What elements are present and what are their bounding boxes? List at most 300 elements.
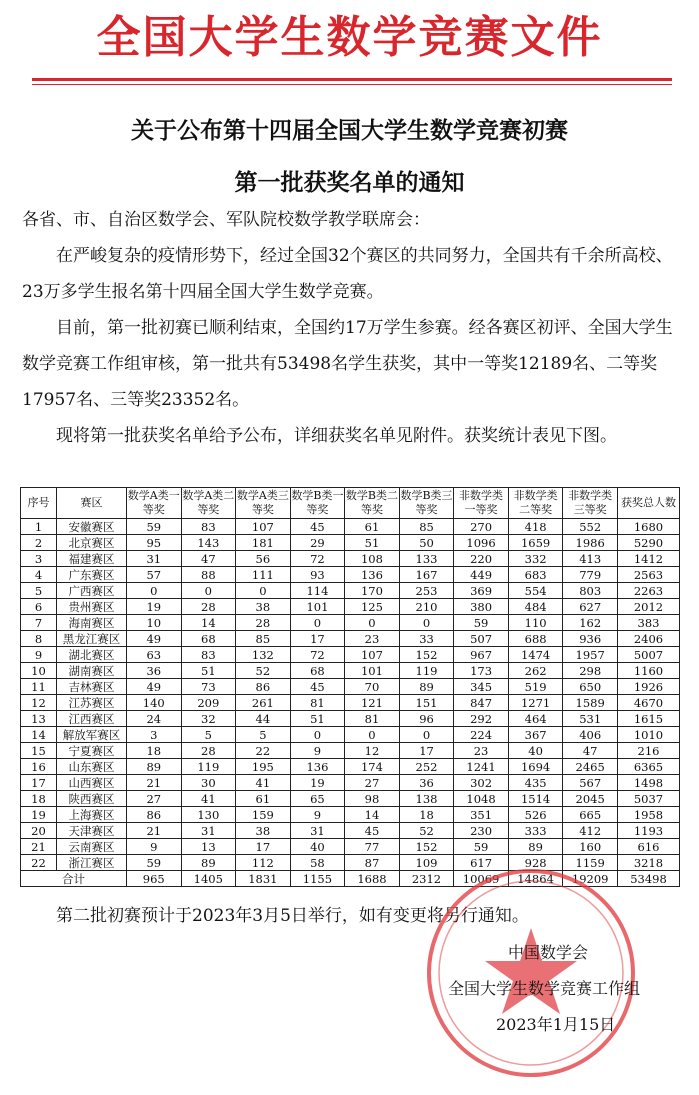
table-cell: 49 [127,679,182,695]
table-cell: 83 [181,519,236,535]
table-cell: 526 [508,807,563,823]
table-cell: 广东赛区 [57,567,127,583]
table-cell: 湖北赛区 [57,647,127,663]
table-cell: 江西赛区 [57,711,127,727]
table-cell: 15 [21,743,57,759]
table-cell: 36 [127,663,182,679]
table-cell: 56 [236,551,291,567]
table-cell: 2263 [618,583,680,599]
table-cell: 1958 [618,807,680,823]
table-cell: 1271 [508,695,563,711]
table-cell: 86 [236,679,291,695]
table-cell: 1412 [618,551,680,567]
table-cell: 29 [290,535,345,551]
table-row [21,535,680,551]
table-cell: 110 [508,615,563,631]
table-cell: 507 [454,631,509,647]
table-cell: 9 [290,807,345,823]
table-cell: 12 [21,695,57,711]
table-cell: 32 [181,711,236,727]
table-cell: 93 [290,567,345,583]
table-cell: 418 [508,519,563,535]
table-cell: 2465 [563,759,618,775]
table-cell: 73 [181,679,236,695]
table-row [21,615,680,631]
table-cell: 332 [508,551,563,567]
table-total-cell: 10069 [454,871,509,887]
banner-rule-thin [32,84,672,85]
table-cell: 28 [181,599,236,615]
table-cell: 130 [181,807,236,823]
table-cell: 2 [21,535,57,551]
table-cell: 6365 [618,759,680,775]
table-cell: 112 [236,855,291,871]
table-header-cell: 数学A类一等奖 [127,488,182,519]
table-cell: 367 [508,727,563,743]
table-cell: 162 [563,615,618,631]
paragraph-3: 现将第一批获奖名单给予公布，详细获奖名单见附件。获奖统计表见下图。 [56,426,617,446]
table-cell: 351 [454,807,509,823]
table-cell: 847 [454,695,509,711]
table-cell: 261 [236,695,291,711]
table-cell: 45 [345,823,400,839]
table-cell: 陕西赛区 [57,791,127,807]
table-cell: 8 [21,631,57,647]
table-cell: 47 [181,551,236,567]
table-cell: 68 [181,631,236,647]
table-cell: 45 [290,679,345,695]
table-cell: 2406 [618,631,680,647]
table-cell: 406 [563,727,618,743]
table-cell: 413 [563,551,618,567]
table-row [21,567,680,583]
table-cell: 广西赛区 [57,583,127,599]
table-cell: 554 [508,583,563,599]
table-cell: 49 [127,631,182,647]
table-cell: 17 [290,631,345,647]
table-cell: 23 [345,631,400,647]
table-cell: 3218 [618,855,680,871]
table-cell: 51 [345,535,400,551]
table-cell: 967 [454,647,509,663]
table-row [21,695,680,711]
table-total-cell: 19209 [563,871,618,887]
table-cell: 216 [618,743,680,759]
table-cell: 616 [618,839,680,855]
table-cell: 1680 [618,519,680,535]
table-cell: 181 [236,535,291,551]
table-cell: 解放军赛区 [57,727,127,743]
table-cell: 88 [181,567,236,583]
table-cell: 5 [181,727,236,743]
table-cell: 252 [399,759,454,775]
table-cell: 2045 [563,791,618,807]
table-cell: 81 [290,695,345,711]
table-cell: 210 [399,599,454,615]
table-cell: 21 [127,823,182,839]
table-cell: 3 [127,727,182,743]
table-row [21,823,680,839]
table-cell: 1474 [508,647,563,663]
table-cell: 14 [21,727,57,743]
table-cell: 89 [127,759,182,775]
table-cell: 63 [127,647,182,663]
table-cell: 59 [454,839,509,855]
table-cell: 0 [236,583,291,599]
table-cell: 1241 [454,759,509,775]
table-cell: 6 [21,599,57,615]
table-cell: 1986 [563,535,618,551]
table-row [21,775,680,791]
table-cell: 51 [181,663,236,679]
table-cell: 167 [399,567,454,583]
table-cell: 0 [345,615,400,631]
table-cell: 11 [21,679,57,695]
table-cell: 33 [399,631,454,647]
table-cell: 1096 [454,535,509,551]
table-cell: 0 [399,727,454,743]
table-cell: 1694 [508,759,563,775]
table-cell: 230 [454,823,509,839]
table-cell: 宁夏赛区 [57,743,127,759]
table-cell: 1 [21,519,57,535]
table-cell: 627 [563,599,618,615]
table-cell: 黑龙江赛区 [57,631,127,647]
table-cell: 24 [127,711,182,727]
table-cell: 119 [181,759,236,775]
table-cell: 220 [454,551,509,567]
table-cell: 浙江赛区 [57,855,127,871]
table-cell: 9 [21,647,57,663]
table-cell: 170 [345,583,400,599]
table-header-cell: 非数学类二等奖 [508,488,563,519]
table-cell: 贵州赛区 [57,599,127,615]
table-cell: 40 [508,743,563,759]
table-cell: 山西赛区 [57,775,127,791]
table-cell: 44 [236,711,291,727]
table-header-cell: 获奖总人数 [618,488,680,519]
table-cell: 109 [399,855,454,871]
table-cell: 22 [236,743,291,759]
table-cell: 59 [454,615,509,631]
table-cell: 928 [508,855,563,871]
table-cell: 136 [290,759,345,775]
table-cell: 19 [127,599,182,615]
table-total-label: 合计 [21,871,127,887]
table-cell: 85 [399,519,454,535]
table-cell: 57 [127,567,182,583]
table-cell: 湖南赛区 [57,663,127,679]
signature-date: 2023年1月15日 [496,1015,616,1034]
table-cell: 52 [399,823,454,839]
table-cell: 68 [290,663,345,679]
table-header-cell: 数学A类二等奖 [181,488,236,519]
table-cell: 北京赛区 [57,535,127,551]
table-cell: 552 [563,519,618,535]
signature-org-cms: 中国数学会 [508,943,589,962]
table-total-cell: 1155 [290,871,345,887]
table-cell: 14 [345,807,400,823]
table-cell: 59 [127,855,182,871]
table-cell: 14 [181,615,236,631]
table-cell: 13 [181,839,236,855]
table-cell: 108 [345,551,400,567]
table-cell: 28 [236,615,291,631]
table-total-cell: 14864 [508,871,563,887]
table-cell: 1160 [618,663,680,679]
table-cell: 1193 [618,823,680,839]
table-header-cell: 数学A类三等奖 [236,488,291,519]
table-cell: 519 [508,679,563,695]
table-cell: 0 [290,615,345,631]
table-cell: 36 [399,775,454,791]
table-cell: 107 [236,519,291,535]
table-cell: 江苏赛区 [57,695,127,711]
table-cell: 1589 [563,695,618,711]
table-cell: 89 [508,839,563,855]
table-cell: 28 [181,743,236,759]
table-row [21,743,680,759]
table-header-cell: 非数学类三等奖 [563,488,618,519]
table-cell: 65 [290,791,345,807]
table-cell: 98 [345,791,400,807]
document-title-line1: 关于公布第十四届全国大学生数学竞赛初赛 [131,118,568,144]
table-cell: 52 [236,663,291,679]
table-header-cell: 赛区 [57,488,127,519]
table-cell: 45 [290,519,345,535]
table-cell: 17 [236,839,291,855]
table-cell: 159 [236,807,291,823]
table-cell: 96 [399,711,454,727]
table-row [21,727,680,743]
table-cell: 111 [236,567,291,583]
table-cell: 132 [236,647,291,663]
table-cell: 270 [454,519,509,535]
table-total-cell: 965 [127,871,182,887]
table-cell: 138 [399,791,454,807]
table-row [21,551,680,567]
table-cell: 38 [236,599,291,615]
table-cell: 464 [508,711,563,727]
table-cell: 0 [399,615,454,631]
table-cell: 412 [563,823,618,839]
table-cell: 195 [236,759,291,775]
table-cell: 9 [290,743,345,759]
table-cell: 89 [399,679,454,695]
table-cell: 121 [345,695,400,711]
awards-statistics-table [20,487,680,887]
table-cell: 40 [290,839,345,855]
table-row [21,583,680,599]
table-cell: 7 [21,615,57,631]
table-cell: 9 [127,839,182,855]
table-cell: 41 [236,775,291,791]
table-cell: 12 [345,743,400,759]
table-row [21,647,680,663]
table-cell: 17 [399,743,454,759]
table-cell: 51 [290,711,345,727]
table-cell: 95 [127,535,182,551]
table-cell: 224 [454,727,509,743]
table-cell: 云南赛区 [57,839,127,855]
table-cell: 81 [345,711,400,727]
table-row [21,807,680,823]
table-cell: 59 [127,519,182,535]
table-cell: 4 [21,567,57,583]
table-cell: 72 [290,647,345,663]
table-cell: 13 [21,711,57,727]
table-row [21,759,680,775]
table-cell: 18 [399,807,454,823]
table-cell: 31 [290,823,345,839]
table-cell: 0 [290,727,345,743]
table-cell: 27 [345,775,400,791]
table-cell: 152 [399,839,454,855]
table-cell: 302 [454,775,509,791]
table-header-cell: 序号 [21,488,57,519]
table-cell: 567 [563,775,618,791]
signature-org-working-group: 全国大学生数学竞赛工作组 [448,979,641,998]
table-cell: 18 [127,743,182,759]
table-cell: 21 [21,839,57,855]
table-row [21,839,680,855]
table-cell: 779 [563,567,618,583]
table-row [21,599,680,615]
table-cell: 10 [21,663,57,679]
table-cell: 10 [127,615,182,631]
table-cell: 435 [508,775,563,791]
table-row [21,679,680,695]
table-cell: 19 [290,775,345,791]
table-cell: 688 [508,631,563,647]
document-banner: 全国大学生数学竞赛文件 [96,12,603,63]
table-header-row [21,488,680,519]
table-cell: 531 [563,711,618,727]
table-cell: 5037 [618,791,680,807]
table-cell: 1159 [563,855,618,871]
table-cell: 38 [236,823,291,839]
table-cell: 17 [21,775,57,791]
table-row [21,711,680,727]
table-cell: 61 [236,791,291,807]
table-cell: 333 [508,823,563,839]
table-cell: 5007 [618,647,680,663]
table-cell: 262 [508,663,563,679]
table-total-cell: 1831 [236,871,291,887]
table-cell: 380 [454,599,509,615]
paragraph-2: 目前，第一批初赛已顺利结束，全国约17万学生参赛。经各赛区初评、全国大学生数学竞赛工作组审核，第一批共有53498名学生获奖，其中一等奖12189名、二等奖17957名、三等奖23352名。 [22,318,673,410]
table-cell: 1010 [618,727,680,743]
table-cell: 936 [563,631,618,647]
table-cell: 151 [399,695,454,711]
table-cell: 209 [181,695,236,711]
table-cell: 72 [290,551,345,567]
table-cell: 吉林赛区 [57,679,127,695]
table-total-cell: 53498 [618,871,680,887]
table-cell: 136 [345,567,400,583]
table-total-cell: 1688 [345,871,400,887]
table-row [21,519,680,535]
table-cell: 19 [21,807,57,823]
table-cell: 70 [345,679,400,695]
table-cell: 125 [345,599,400,615]
table-cell: 133 [399,551,454,567]
table-cell: 484 [508,599,563,615]
table-cell: 福建赛区 [57,551,127,567]
table-cell: 58 [290,855,345,871]
paragraph-1: 在严峻复杂的疫情形势下，经过全国32个赛区的共同努力，全国共有千余所高校、23万多学生报名第十四届全国大学生数学竞赛。 [22,246,673,302]
table-cell: 23 [454,743,509,759]
table-total-cell: 2312 [399,871,454,887]
table-cell: 298 [563,663,618,679]
table-cell: 383 [618,615,680,631]
table-cell: 119 [399,663,454,679]
table-cell: 安徽赛区 [57,519,127,535]
table-cell: 345 [454,679,509,695]
table-cell: 1926 [618,679,680,695]
table-cell: 101 [345,663,400,679]
table-cell: 1659 [508,535,563,551]
table-cell: 152 [399,647,454,663]
table-cell: 27 [127,791,182,807]
table-row [21,631,680,647]
table-cell: 101 [290,599,345,615]
table-cell: 5 [21,583,57,599]
table-cell: 5290 [618,535,680,551]
table-cell: 41 [181,791,236,807]
table-cell: 1615 [618,711,680,727]
table-cell: 0 [127,583,182,599]
table-cell: 114 [290,583,345,599]
table-cell: 61 [345,519,400,535]
table-cell: 83 [181,647,236,663]
table-cell: 22 [21,855,57,871]
table-cell: 0 [345,727,400,743]
table-cell: 369 [454,583,509,599]
table-cell: 665 [563,807,618,823]
table-cell: 86 [127,807,182,823]
table-cell: 292 [454,711,509,727]
table-cell: 海南赛区 [57,615,127,631]
table-header-cell: 数学B类三等奖 [399,488,454,519]
table-cell: 山东赛区 [57,759,127,775]
table-cell: 47 [563,743,618,759]
banner-rule-thick [32,78,672,81]
closing-paragraph: 第二批初赛预计于2023年3月5日举行，如有变更将另行通知。 [56,906,529,926]
table-cell: 683 [508,567,563,583]
table-cell: 上海赛区 [57,807,127,823]
table-cell: 143 [181,535,236,551]
table-cell: 5 [236,727,291,743]
table-cell: 31 [181,823,236,839]
official-seal [424,866,641,1080]
table-cell: 1957 [563,647,618,663]
table-cell: 2012 [618,599,680,615]
table-cell: 253 [399,583,454,599]
table-cell: 50 [399,535,454,551]
table-cell: 18 [21,791,57,807]
table-cell: 1514 [508,791,563,807]
table-cell: 77 [345,839,400,855]
table-cell: 0 [181,583,236,599]
table-cell: 650 [563,679,618,695]
table-cell: 30 [181,775,236,791]
table-cell: 天津赛区 [57,823,127,839]
table-header-cell: 非数学类一等奖 [454,488,509,519]
table-cell: 2563 [618,567,680,583]
table-cell: 140 [127,695,182,711]
table-header-cell: 数学B类一等奖 [290,488,345,519]
